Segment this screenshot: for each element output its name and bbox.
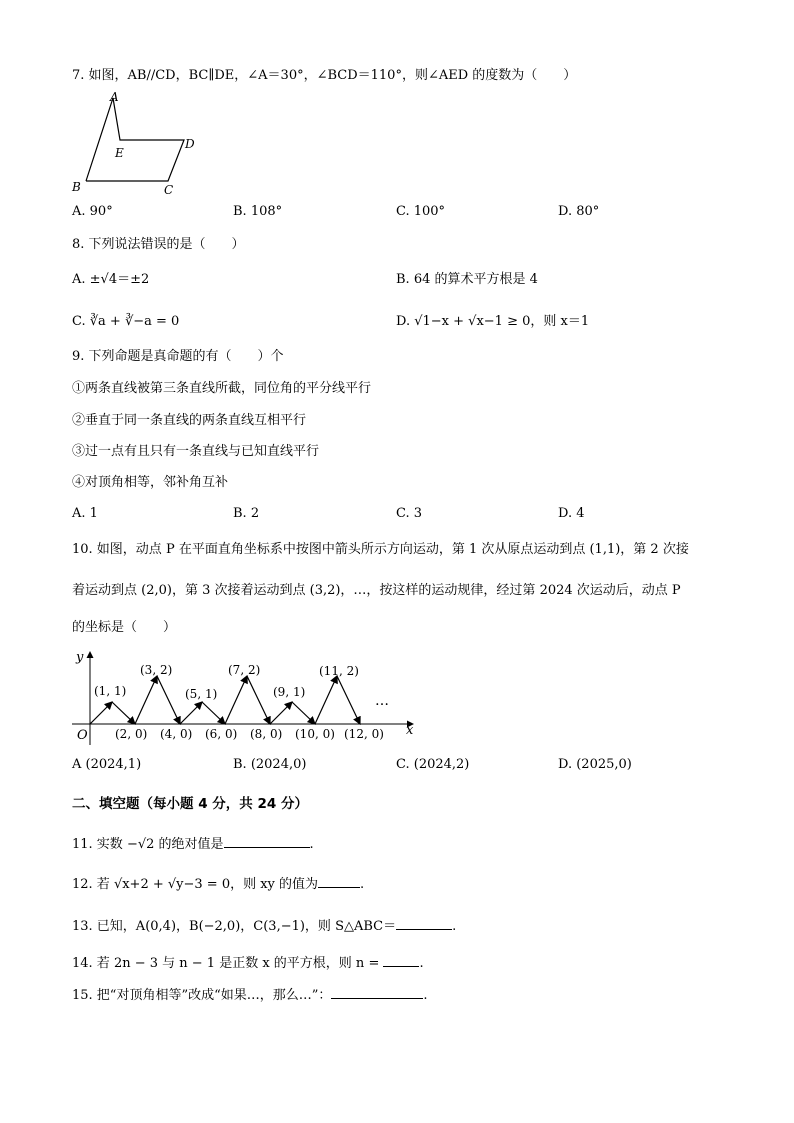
q10-axis-x-label: x — [406, 723, 414, 738]
q11-text: 11. 实数 −√2 的绝对值是 — [72, 837, 224, 852]
q15-text: 15. 把“对顶角相等”改成“如果…，那么…”： — [72, 988, 332, 1003]
q10-seg-6 — [202, 702, 225, 724]
q15-blank[interactable] — [331, 984, 423, 999]
q10-bottom-label-2: (4, 0) — [160, 727, 193, 741]
q7-option-c: C. 100° — [396, 204, 446, 219]
q10-line-2: 着运动到点 (2,0)，第 3 次接着运动到点 (3,2)，…，按这样的运动规律，经过第 2024 次运动后，动点 P — [72, 583, 681, 598]
q10-option-c: C. (2024,2) — [396, 757, 470, 772]
q10-seg-1 — [90, 702, 112, 724]
q7-option-a: A. 90° — [72, 204, 113, 219]
q10-option-b: B. (2024,0) — [233, 757, 307, 772]
q10-seg-4 — [157, 676, 180, 724]
q10-ellipsis: … — [375, 693, 389, 709]
q8-option-c: C. ∛a + ∛−a = 0 — [72, 314, 180, 329]
q10-seg-10 — [292, 702, 315, 724]
q10-seg-9 — [270, 702, 292, 724]
q13-blank[interactable] — [396, 915, 452, 930]
q8-option-a: A. ±√4＝±2 — [72, 272, 150, 287]
q12-text: 12. 若 √x+2 + √y−3 = 0，则 xy 的值为 — [72, 877, 319, 892]
q12-blank[interactable] — [318, 873, 360, 888]
q10-seg-3 — [135, 676, 157, 724]
q10-option-d: D. (2025,0) — [558, 757, 632, 772]
q7-label-B: B — [72, 180, 81, 194]
q10-seg-5 — [180, 702, 202, 724]
q8-stem: 8. 下列说法错误的是（ ） — [72, 237, 245, 252]
q10-seg-8 — [247, 676, 270, 724]
q12-line: 12. 若 √x+2 + √y−3 = 0，则 xy 的值为 . — [72, 873, 364, 894]
q7-label-A: A — [110, 90, 119, 104]
q14-blank[interactable] — [383, 952, 419, 967]
q10-figure — [70, 647, 430, 747]
section-2-heading: 二、填空题（每小题 4 分，共 24 分） — [72, 796, 308, 812]
q9-item-1: ①两条直线被第三条直线所截，同位角的平分线平行 — [72, 381, 372, 396]
q10-seg-11 — [315, 676, 337, 724]
q7-figure — [68, 90, 208, 200]
q10-bottom-label-3: (6, 0) — [205, 727, 238, 741]
q9-item-3: ③过一点有且只有一条直线与已知直线平行 — [72, 444, 320, 459]
q10-bottom-label-5: (10, 0) — [295, 727, 335, 741]
q9-option-b: B. 2 — [233, 506, 260, 521]
q8-option-d: D. √1−x + √x−1 ≥ 0，则 x＝1 — [396, 314, 590, 329]
q10-bottom-label-4: (8, 0) — [250, 727, 283, 741]
q10-top-label-5: (9, 1) — [273, 685, 306, 699]
q10-line-1: 10. 如图，动点 P 在平面直角坐标系中按图中箭头所示方向运动，第 1 次从原点运动到点 (1,1)，第 2 次接 — [72, 542, 689, 557]
q7-label-D: D — [185, 137, 195, 151]
q7-polygon — [86, 98, 184, 181]
q10-top-label-1: (1, 1) — [94, 684, 127, 698]
q10-seg-7 — [225, 676, 247, 724]
q9-item-4: ④对顶角相等，邻补角互补 — [72, 475, 229, 490]
q14-line: 14. 若 2n − 3 与 n − 1 是正数 x 的平方根，则 n = . — [72, 952, 424, 973]
q7-label-E: E — [115, 146, 124, 160]
q7-option-b: B. 108° — [233, 204, 283, 219]
q11-line: 11. 实数 −√2 的绝对值是 . — [72, 833, 314, 854]
q10-line-3: 的坐标是（ ） — [72, 620, 177, 635]
q10-bottom-label-1: (2, 0) — [115, 727, 148, 741]
q10-option-a: A (2024,1) — [72, 757, 142, 772]
q10-top-label-6: (11, 2) — [319, 664, 359, 678]
q9-item-2: ②垂直于同一条直线的两条直线互相平行 — [72, 413, 307, 428]
q10-seg-2 — [112, 702, 135, 724]
q9-option-d: D. 4 — [558, 506, 585, 521]
q9-stem: 9. 下列命题是真命题的有（ ）个 — [72, 349, 284, 364]
q10-origin-label: O — [77, 728, 88, 743]
q11-blank[interactable] — [224, 833, 310, 848]
q14-text: 14. 若 2n − 3 与 n − 1 是正数 x 的平方根，则 n = — [72, 956, 384, 971]
q10-seg-12 — [337, 676, 360, 724]
q8-option-b: B. 64 的算术平方根是 4 — [396, 272, 538, 287]
q9-option-c: C. 3 — [396, 506, 423, 521]
q7-option-d: D. 80° — [558, 204, 600, 219]
q10-top-label-4: (7, 2) — [228, 663, 261, 677]
q10-top-label-2: (3, 2) — [140, 663, 173, 677]
q7-stem: 7. 如图，AB//CD，BC∥DE，∠A＝30°，∠BCD＝110°，则∠AED 的度数为（ ） — [72, 68, 577, 83]
q10-top-label-3: (5, 1) — [185, 687, 218, 701]
q10-path — [90, 676, 360, 724]
q13-line: 13. 已知，A(0,4)，B(−2,0)，C(3,−1)，则 S△ABC＝ . — [72, 915, 456, 936]
q9-option-a: A. 1 — [72, 506, 98, 521]
q10-axis-y-label: y — [76, 650, 84, 665]
q7-label-C: C — [164, 183, 174, 197]
q15-line: 15. 把“对顶角相等”改成“如果…，那么…”： . — [72, 984, 428, 1005]
q10-bottom-label-6: (12, 0) — [344, 727, 384, 741]
q13-text: 13. 已知，A(0,4)，B(−2,0)，C(3,−1)，则 S△ABC＝ — [72, 919, 397, 934]
